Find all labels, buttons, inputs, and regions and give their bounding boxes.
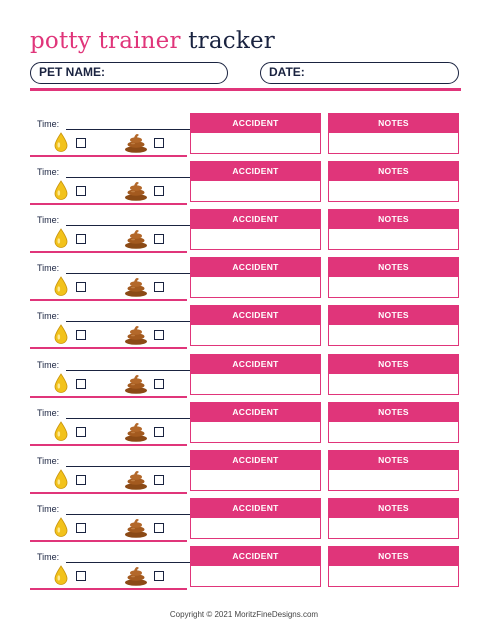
row-divider (30, 540, 187, 542)
row-divider (30, 588, 187, 590)
row-divider (30, 203, 187, 205)
tracker-row (30, 546, 461, 590)
pee-checkbox[interactable] (76, 523, 86, 533)
tracker-row (30, 113, 461, 157)
pee-checkbox[interactable] (76, 138, 86, 148)
tracker-row (30, 161, 461, 205)
row-divider (30, 155, 187, 157)
accident-header: ACCIDENT (191, 258, 320, 277)
poop-icon (124, 132, 148, 153)
poop-icon (124, 469, 148, 490)
notes-header: NOTES (329, 258, 458, 277)
tracker-row (30, 498, 461, 542)
accident-header: ACCIDENT (191, 355, 320, 374)
tracker-row (30, 450, 461, 494)
tracker-row (30, 209, 461, 253)
pee-checkbox[interactable] (76, 282, 86, 292)
poop-icon (124, 324, 148, 345)
accident-header: ACCIDENT (191, 306, 320, 325)
accident-box[interactable] (190, 257, 321, 298)
tracker-row (30, 305, 461, 349)
pee-drop-icon (54, 276, 68, 296)
time-label: Time: (37, 551, 60, 562)
poop-checkbox[interactable] (154, 475, 164, 485)
poop-icon (124, 421, 148, 442)
row-divider (30, 347, 187, 349)
date-label: DATE: (269, 65, 305, 79)
poop-checkbox[interactable] (154, 186, 164, 196)
accident-box[interactable] (190, 354, 321, 395)
time-label: Time: (37, 263, 60, 274)
row-divider (30, 299, 187, 301)
notes-box[interactable] (328, 113, 459, 154)
pee-drop-icon (54, 517, 68, 537)
row-divider (30, 396, 187, 398)
accident-header: ACCIDENT (191, 162, 320, 181)
accident-header: ACCIDENT (191, 451, 320, 470)
pee-checkbox[interactable] (76, 571, 86, 581)
accident-box[interactable] (190, 546, 321, 587)
title-part-2: tracker (188, 28, 275, 54)
accident-box[interactable] (190, 113, 321, 154)
poop-checkbox[interactable] (154, 571, 164, 581)
time-label: Time: (37, 503, 60, 514)
accident-header: ACCIDENT (191, 403, 320, 422)
time-label: Time: (37, 311, 60, 322)
poop-icon (124, 276, 148, 297)
accident-box[interactable] (190, 305, 321, 346)
row-divider (30, 444, 187, 446)
notes-header: NOTES (329, 114, 458, 133)
notes-header: NOTES (329, 162, 458, 181)
notes-header: NOTES (329, 355, 458, 374)
notes-box[interactable] (328, 257, 459, 298)
poop-checkbox[interactable] (154, 138, 164, 148)
pet-name-field[interactable] (30, 62, 228, 84)
pee-checkbox[interactable] (76, 234, 86, 244)
notes-header: NOTES (329, 210, 458, 229)
pee-drop-icon (54, 180, 68, 200)
tracker-row (30, 354, 461, 398)
pee-checkbox[interactable] (76, 427, 86, 437)
notes-header: NOTES (329, 499, 458, 518)
poop-checkbox[interactable] (154, 234, 164, 244)
accident-box[interactable] (190, 498, 321, 539)
pee-drop-icon (54, 228, 68, 248)
time-label: Time: (37, 359, 60, 370)
pee-checkbox[interactable] (76, 379, 86, 389)
pet-name-label: PET NAME: (39, 65, 105, 79)
header-divider (30, 88, 461, 91)
notes-box[interactable] (328, 354, 459, 395)
poop-icon (124, 228, 148, 249)
notes-box[interactable] (328, 161, 459, 202)
pee-drop-icon (54, 421, 68, 441)
pee-checkbox[interactable] (76, 475, 86, 485)
accident-header: ACCIDENT (191, 210, 320, 229)
row-divider (30, 251, 187, 253)
accident-header: ACCIDENT (191, 547, 320, 566)
notes-box[interactable] (328, 209, 459, 250)
notes-header: NOTES (329, 306, 458, 325)
time-label: Time: (37, 119, 60, 129)
accident-box[interactable] (190, 402, 321, 443)
poop-icon (124, 517, 148, 538)
poop-checkbox[interactable] (154, 427, 164, 437)
pee-drop-icon (54, 373, 68, 393)
notes-box[interactable] (328, 498, 459, 539)
copyright-footer: Copyright © 2021 MoritzFineDesigns.com (169, 610, 319, 619)
notes-box[interactable] (328, 305, 459, 346)
notes-box[interactable] (328, 546, 459, 587)
accident-header: ACCIDENT (191, 499, 320, 518)
poop-icon (124, 565, 148, 586)
pee-drop-icon (54, 132, 68, 152)
poop-checkbox[interactable] (154, 330, 164, 340)
page-title (30, 28, 275, 54)
accident-box[interactable] (190, 209, 321, 250)
time-label: Time: (37, 407, 60, 418)
notes-box[interactable] (328, 402, 459, 443)
notes-header: NOTES (329, 451, 458, 470)
row-divider (30, 492, 187, 494)
notes-header: NOTES (329, 403, 458, 422)
accident-header: ACCIDENT (191, 114, 320, 133)
accident-box[interactable] (190, 161, 321, 202)
poop-checkbox[interactable] (154, 379, 164, 389)
pee-checkbox[interactable] (76, 186, 86, 196)
time-label: Time: (37, 215, 60, 226)
poop-icon (124, 373, 148, 394)
date-field[interactable] (260, 62, 459, 84)
time-label: Time: (37, 167, 60, 178)
pee-drop-icon (54, 469, 68, 489)
poop-checkbox[interactable] (154, 523, 164, 533)
tracker-row (30, 257, 461, 301)
time-label: Time: (37, 455, 60, 466)
notes-box[interactable] (328, 450, 459, 491)
pee-drop-icon (54, 565, 68, 585)
pee-drop-icon (54, 324, 68, 344)
accident-box[interactable] (190, 450, 321, 491)
pee-checkbox[interactable] (76, 330, 86, 340)
title-part-1: potty trainer (30, 28, 181, 54)
notes-header: NOTES (329, 547, 458, 566)
poop-icon (124, 180, 148, 201)
poop-checkbox[interactable] (154, 282, 164, 292)
tracker-row (30, 402, 461, 446)
